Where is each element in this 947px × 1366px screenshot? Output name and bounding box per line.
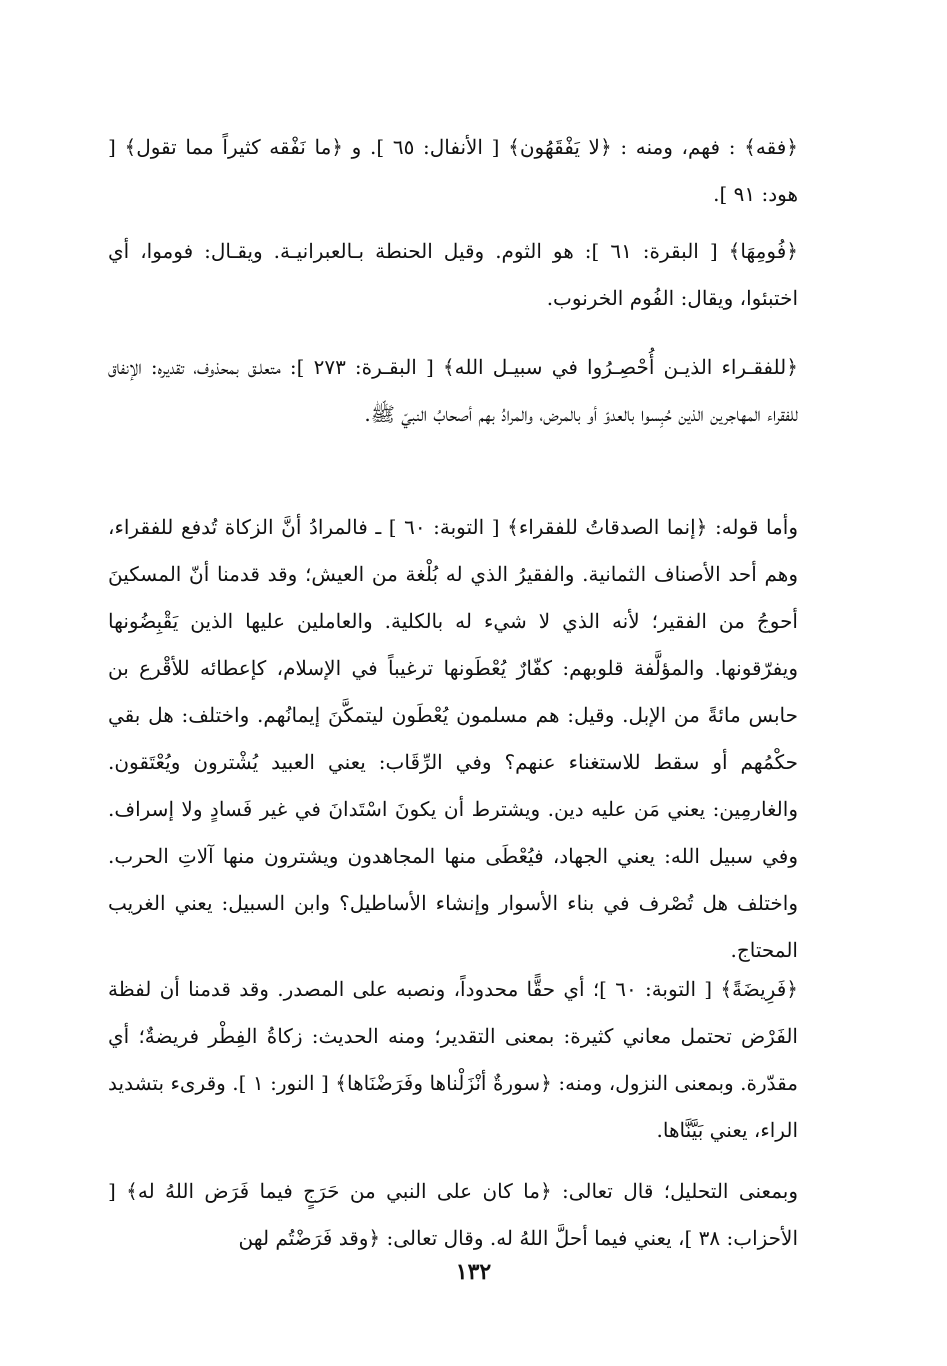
paragraph-fiqh: ﴿فقه﴾ : فهم، ومنه : ﴿لا يَفْقَهُون﴾ [ الأنفال: ٦٥ ]. و ﴿ما نَفْقه كثيراً مما تقول﴾ [ هود: ٩١ ]. <box>108 135 798 206</box>
paragraph-lilfuqara: ﴿للفقـراء الذيـن أُحْصِـرُوا في سبيـل الله﴾ [ البقـرة: ٢٧٣ ]: متعلـق بمحذوف، تقديره: الإنفاق للفقراء المهاجرين الذين حُبِسوا بالعدوّ أو بالمرض، والمرادُ بهم أصحابُ النبيّ ﷺ. <box>108 355 798 426</box>
paragraph-tahlil: وبمعنى التحليل؛ قال تعالى: ﴿ما كان على النبي من حَرَجٍ فيما فَرَض اللهُ له﴾ [ الأحزاب: ٣٨ ]، يعني فيما أحلَّ اللهُ له. وقال تعالى: ﴿وقد فَرَضْتُم لهن <box>108 1179 798 1250</box>
paragraph-sadaqat: وأما قوله: ﴿إنما الصدقاتُ للفقراء﴾ [ التوبة: ٦٠ ] ـ فالمرادُ أنَّ الزكاة تُدفع للفقراء، وهم أحد الأصناف الثمانية. والفقيرُ الذي له بُلْغة من العيش؛ وقد قدمنا أنّ المسكينَ أحوجُ من الفقير؛ لأنه الذي لا شيء له بالكلية. والعاملين عليها الذين يَقْبِضُونها ويفرّقونها. والمؤلَّفة قلوبهم: كفّارٌ يُعْطَونها ترغيباً في الإسلام، كإعطائه للأقْرع بن حابس مائةً من الإبل. وقيل: هم مسلمون يُعْطَون ليتمكَّنَ إيمانُهم. واختلف: هل بقي حكْمُهم أو سقط للاستغناء عنهم؟ وفي الرِّقَاب: يعني العبيد يُشْترون ويُعْتَقون. والغارمِين: يعني مَن عليه دين. ويشترط أن يكونَ اسْتَدانَ في غير فَسادٍ ولا إسراف. وفي سبيل الله: يعني الجهاد، فيُعْطَى منها المجاهدون ويشترون منها آلاتِ الحرب. واختلف هل تُصْرف في بناء الأسوار وإنشاء الأساطيل؟ وابن السبيل: يعني الغريب المحتاج. <box>108 515 798 962</box>
paragraph-fumiha: ﴿فُومِهَا﴾ [ البقرة: ٦١ ]: هو الثوم. وقيل الحنطة بـالعبرانيـة. ويقـال: فوموا، أي اختبئوا، ويقال: الفُوم الخرنوب. <box>108 239 798 310</box>
page-number: ١٣٢ <box>455 1259 492 1285</box>
paragraph-faridah: ﴿فَرِيضَةً﴾ [ التوبة: ٦٠ ]؛ أي حقًّا محدوداً، ونصبه على المصدر. وقد قدمنا أن لفظة الفَرْض تحتمل معاني كثيرة: بمعنى التقدير؛ ومنه الحديث: زكاةُ الفِطْر فريضةٌ؛ أي مقدّرة. وبمعنى النزول، ومنه: ﴿سورةٌ أنْزَلْناها وفَرَضْنَاها﴾ [ النور: ١ ]. وقرىء بتشديد الراء، يعني بَيَّنَّاها. <box>108 977 798 1142</box>
